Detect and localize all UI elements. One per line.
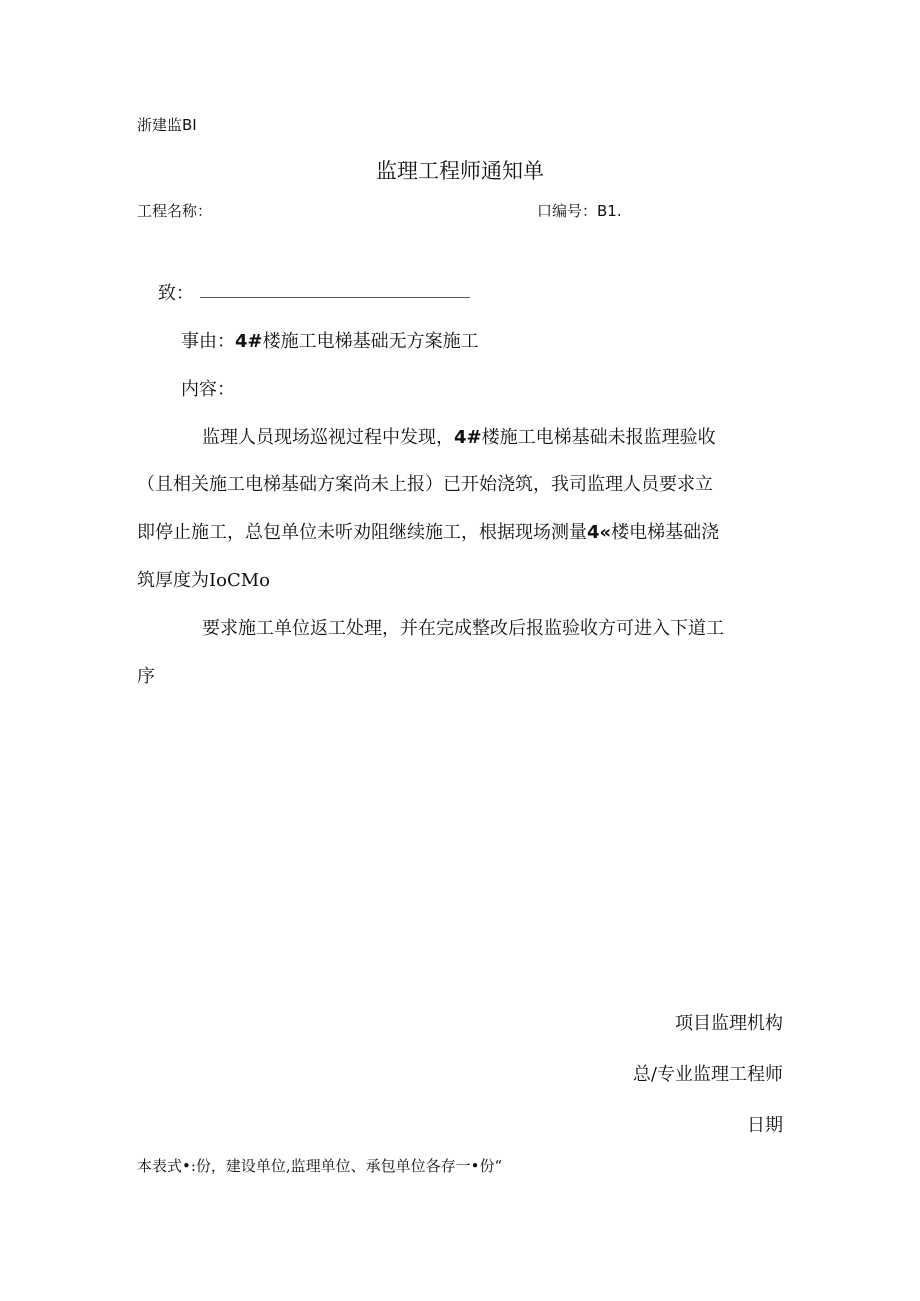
content-paragraph-1-line-4 [137,566,787,592]
thickness-value: IoCMo [209,570,270,591]
serial-number-label: 口编号：B1. [537,202,622,220]
reason-text: 楼施工电梯基础无方案施工 [262,331,479,352]
signature-date: 日期 [747,1115,783,1136]
text-span: 楼电梯基础浇 [611,522,720,543]
reason-label: 事由： [181,331,235,352]
content-paragraph-1-line-1 [137,423,787,449]
text-span: 筑厚度为 [137,570,209,591]
text-span: 楼施工电梯基础未报监理验收 [481,427,716,448]
document-title: 监理工程师通知单 [376,159,544,183]
content-paragraph-2-line-1: 要求施工单位返工处理，并在完成整改后报监验收方可进入下道工 [202,618,724,639]
reason-building-number: 4# [235,331,263,352]
content-paragraph-1-line-3 [137,518,787,544]
form-code: 浙建监BI [137,116,197,134]
reason-row [181,327,479,353]
signature-engineer: 总/专业监理工程师 [632,1064,783,1085]
content-paragraph-1-line-2: （且相关施工电梯基础方案尚未上报）已开始浇筑，我司监理人员要求立 [137,474,713,495]
footer-note: 本表式•:份，建设单位,监理单位、承包单位各存一•份“ [137,1157,503,1175]
recipient-blank-line [200,297,470,298]
text-span: 监理人员现场巡视过程中发现， [202,427,454,448]
project-name-label: 工程名称： [137,202,213,220]
content-label: 内容： [181,379,235,400]
building-number: 4# [454,427,482,448]
signature-organization: 项目监理机构 [675,1013,783,1034]
text-span: 即停止施工，总包单位未听劝阻继续施工，根据现场测量 [137,522,587,543]
building-number: 4« [587,522,612,543]
recipient-label: 致： [158,283,194,304]
content-paragraph-2-line-2: 序 [137,666,155,687]
